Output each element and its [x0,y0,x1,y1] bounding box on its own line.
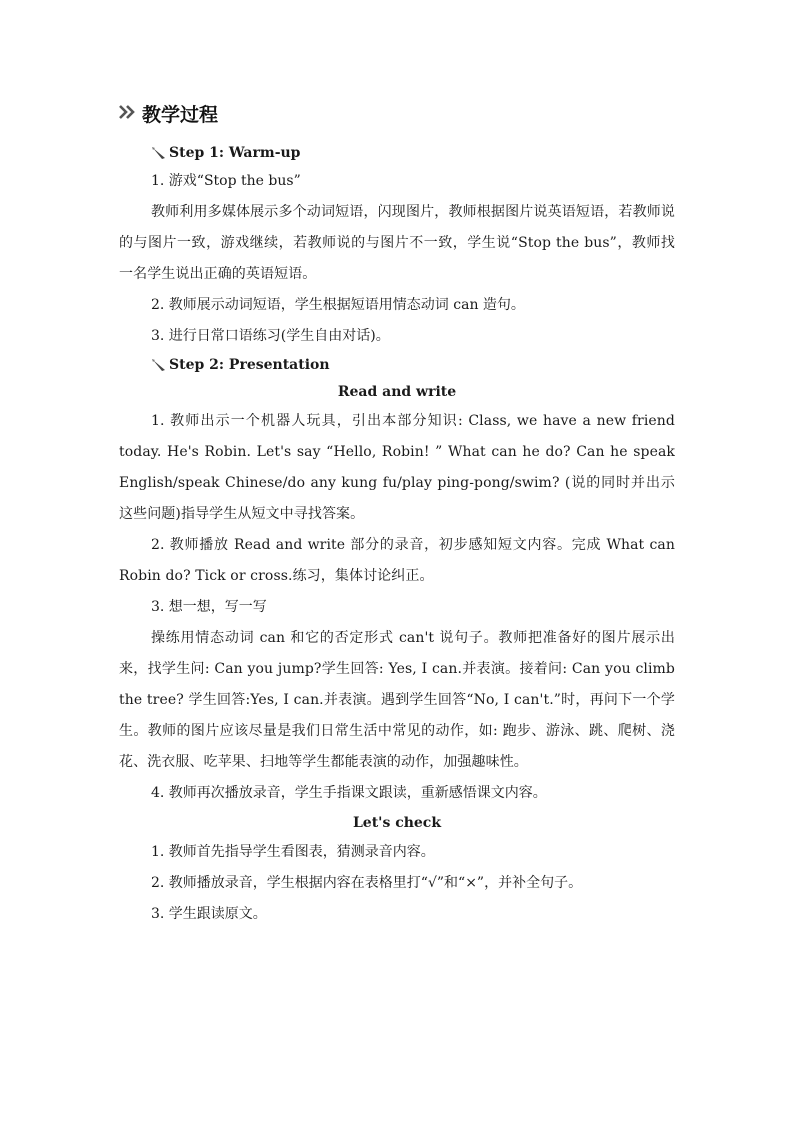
pen-icon [151,146,167,160]
double-chevron-icon [119,102,141,124]
section-title-text: 教学过程 [142,103,219,126]
check-item-3: 3. 学生跟读原文。 [151,906,267,922]
pen-icon [151,358,167,372]
step2-paragraph-4: 4. 教师再次播放录音，学生手指课文跟读，重新感悟课文内容。 [151,785,547,801]
step2-item3-title: 3. 想一想，写一写 [151,599,267,615]
lesson-content [119,98,675,930]
step1-item2: 2. 教师展示动词短语，学生根据短语用情态动词 can 造句。 [151,297,525,313]
step2-paragraph-1: 1. 教师出示一个机器人玩具，引出本部分知识: Class, we have a new friend today. He's Robin. Let's say “Hello, Robin! ” What can he do? Can he speak English/speak Chinese/do any kung fu/play ping-pong/swim? (说的同时并出示这些问题)指导学生从短文中寻找答案。 [119,413,675,522]
step2-item3-paragraph: 操练用情态动词 can 和它的否定形式 can't 说句子。教师把准备好的图片展示出来，找学生问: Can you jump?学生回答: Yes, I can.并表演。接着问: Can you climb the tree? 学生回答:Yes, I can.并表演。遇到学生回答“No, I can't.”时，再问下一个学生。教师的图片应该尽量是我们日常生活中常见的动作，如: 跑步、游泳、跳、爬树、浇花、洗衣服、吃苹果、扫地等学生都能表演的动作，加强趣味性。 [119,630,675,770]
step2-heading-text: Step 2: Presentation [169,357,330,373]
step1-heading [151,140,675,166]
check-item-1: 1. 教师首先指导学生看图表，猜测录音内容。 [151,844,435,860]
step1-item1-paragraph: 教师利用多媒体展示多个动词短语，闪现图片，教师根据图片说英语短语，若教师说的与图片一致，游戏继续，若教师说的与图片不一致，学生说“Stop the bus”，教师找一名学生说出正确的英语短语。 [119,204,675,282]
step2-paragraph-2: 2. 教师播放 Read and write 部分的录音，初步感知短文内容。完成 What can Robin do? Tick or cross.练习，集体讨论纠正。 [119,537,675,584]
subheading-read-and-write: Read and write [337,384,457,400]
step1-heading-text: Step 1: Warm-up [169,145,301,161]
step1-item3: 3. 进行日常口语练习(学生自由对话)。 [151,328,390,344]
section-title [119,98,675,128]
step1-item1-title: 1. 游戏“Stop the bus” [151,173,301,189]
subheading-lets-check: Let's check [352,815,442,831]
step2-heading [151,352,675,378]
check-item-2: 2. 教师播放录音，学生根据内容在表格里打“√”和“×”，并补全句子。 [151,875,583,891]
